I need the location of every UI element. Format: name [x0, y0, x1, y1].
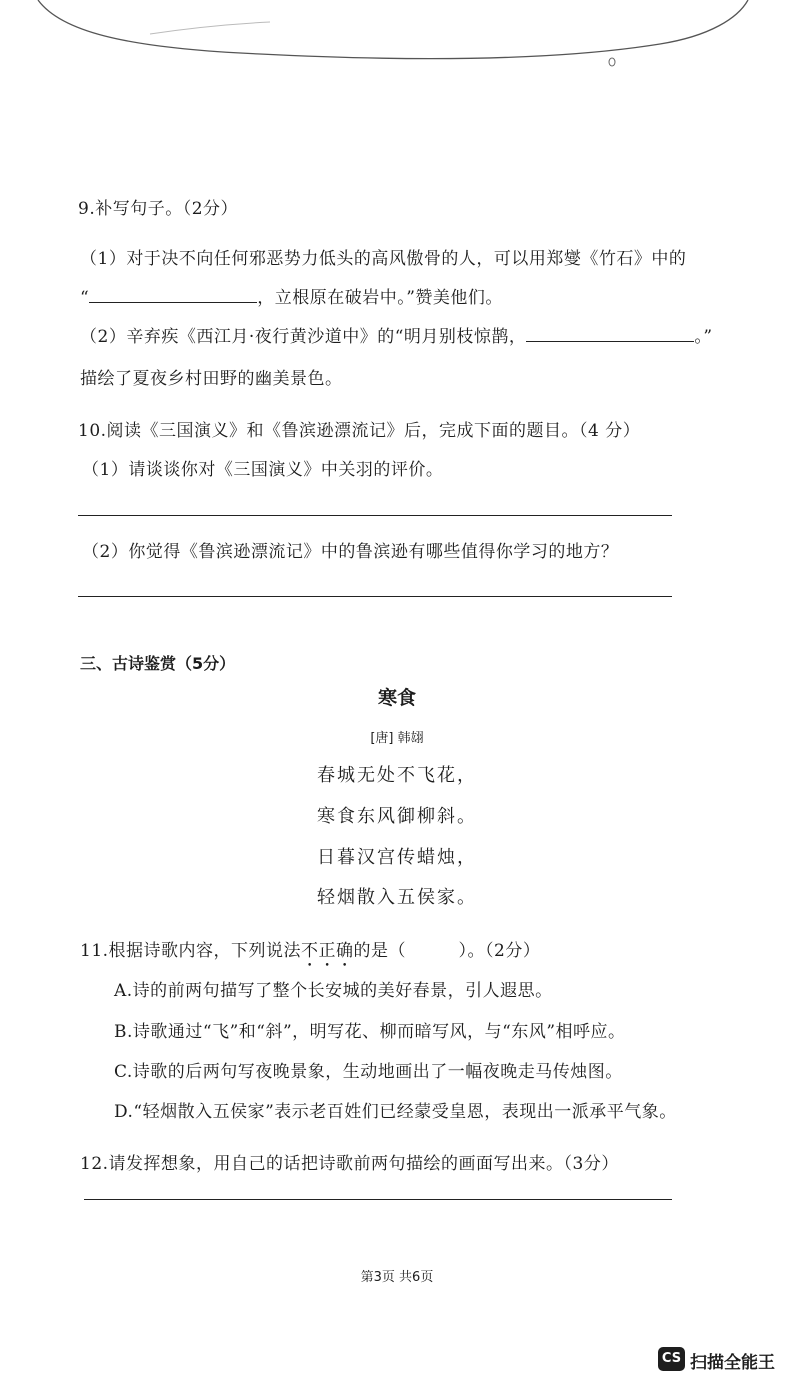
q10-part2-answer-line[interactable]	[78, 596, 672, 597]
q9-part2-end: 。”	[694, 327, 713, 347]
q11-stem-a: 11.根据诗歌内容，下列说法	[80, 941, 302, 961]
poem-line: 日暮汉宫传蜡烛，	[317, 847, 477, 868]
q9-part1-answer-blank[interactable]	[89, 286, 257, 303]
camscanner-logo-icon: CS	[658, 1347, 685, 1371]
section-3-heading: 三、古诗鉴赏（5分）	[80, 654, 236, 673]
q11-stem	[80, 936, 540, 971]
poem-line: 春城无处不飞花，	[317, 765, 477, 786]
q9-part1-line1: （1）对于决不向任何邪恶势力低头的高风傲骨的人，可以用郑燮《竹石》中的	[80, 249, 687, 269]
poem-author: [唐] 韩翃	[370, 731, 424, 746]
q10-part1-answer-line[interactable]	[78, 515, 672, 516]
q9-part2-line2: 描绘了夏夜乡村田野的幽美景色。	[80, 369, 343, 389]
poem-line: 寒食东风御柳斜。	[317, 806, 477, 827]
scan-edge-curve	[0, 0, 794, 90]
q11-option-d[interactable]: D.“轻烟散入五侯家”表示老百姓们已经蒙受皇恩，表现出一派承平气象。	[114, 1102, 677, 1122]
q9-part2-answer-blank[interactable]	[526, 325, 694, 342]
poem-line: 轻烟散入五侯家。	[317, 887, 477, 908]
q9-part1-open-quote: “	[80, 288, 90, 308]
q11-option-b[interactable]: B.诗歌通过“飞”和“斜”，明写花、柳而暗写风，与“东风”相呼应。	[114, 1022, 626, 1042]
page-number: 第3页 共6页	[360, 1270, 434, 1285]
q9-part2-start: （2）辛弃疾《西江月·夜行黄沙道中》的“明月别枝惊鹊，	[80, 327, 527, 347]
camscanner-watermark-text: 扫描全能王	[690, 1353, 775, 1373]
q11-option-c[interactable]: C.诗歌的后两句写夜晚景象，生动地画出了一幅夜晚走马传烛图。	[114, 1062, 623, 1082]
q9-part1-rest: ，立根原在破岩中。”赞美他们。	[257, 288, 503, 308]
q9-part1-line2	[80, 283, 503, 308]
q11-stem-b: 的是（ ）。（2分）	[353, 941, 541, 961]
q12-answer-line[interactable]	[84, 1199, 672, 1200]
q9-title: 9.补写句子。（2分）	[78, 199, 239, 219]
q10-title: 10.阅读《三国演义》和《鲁滨逊漂流记》后，完成下面的题目。（4 分）	[78, 421, 641, 441]
q11-option-a[interactable]: A.诗的前两句描写了整个长安城的美好春景，引人遐思。	[114, 981, 553, 1001]
q12-title: 12.请发挥想象，用自己的话把诗歌前两句描绘的画面写出来。（3分）	[80, 1154, 619, 1174]
q10-part1: （1）请谈谈你对《三国演义》中关羽的评价。	[82, 460, 444, 480]
q11-stem-emphasis: 不正确	[301, 941, 354, 961]
q10-part2: （2）你觉得《鲁滨逊漂流记》中的鲁滨逊有哪些值得你学习的地方？	[82, 542, 619, 562]
poem-title: 寒食	[377, 687, 416, 709]
q9-part2-line1	[80, 322, 713, 347]
